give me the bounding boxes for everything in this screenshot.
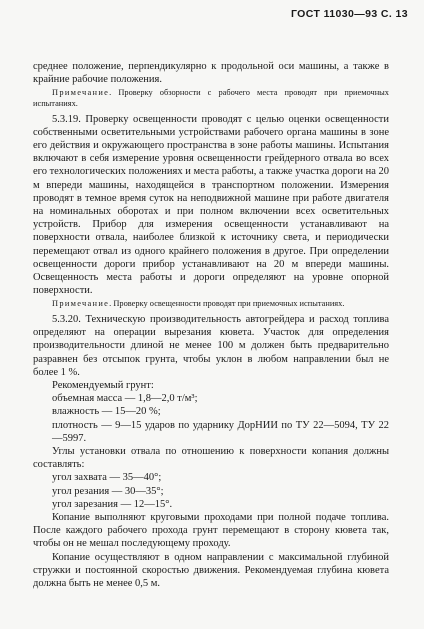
note-label: Примечание xyxy=(52,88,110,98)
paragraph-continuation: среднее положение, перпендикулярно к продольной оси машины, а также в крайние рабочие положения. xyxy=(33,61,389,86)
note-2: Примечание. Проверку освещенности проводят при приемочных испытаниях. xyxy=(52,299,345,309)
note-label: Примечание xyxy=(52,299,110,309)
angle-item: угол захвата — 35—40°; xyxy=(52,472,162,484)
paragraph-digging: Копание выполняют круговыми проходами при полной подаче топлива. После каждого рабочего прохода грунт перемещают в сторону кювета так, чтобы он не мешал последующему проходу. xyxy=(33,512,389,550)
angle-item: угол зарезания — 12—15°. xyxy=(52,498,173,510)
note-text: Проверку обзорности с рабочего места проводят при приемочных испытаниях. xyxy=(33,88,389,108)
page-header: ГОСТ 11030—93 С. 13 xyxy=(290,8,408,20)
paragraph-direction: Копание осуществляют в одном направлении с максимальной глубиной стружки и постоянной скоростью движения. Рекомендуемая глубина кювета должна быть не менее 0,5 м. xyxy=(33,551,389,590)
angles-heading: Углы установки отвала по отношению к поверхности копания должны составлять: xyxy=(33,446,389,471)
angles-list xyxy=(33,471,389,511)
document-body xyxy=(33,60,389,590)
paragraph-5-3-19: 5.3.19. Проверку освещенности проводят с целью оценки освещенности собственными осветительными устройствами рабочего органа машины в зоне его действия и окружающего пространства в зоне работы машины. Испытания включают в себя измерение уровня освещенности грейдерного отвала во всех его технологических положениях и места работы, а также участка дороги на 20 м впереди машины, находящейся в транспортном положении. Измерения проводят в темное время суток на неподвижной машине при работе двигателя на номинальных оборотах и при полном включении всех осветительных устройств. Прибор для измерения освещенности устанавливают на поверхности отвала, наиболее близкой к источнику света, и периодически перемещают отвал из одного крайнего положения в другое. При определении освещенности дороги прибор устанавливают на 20 м впереди машины. Освещенность места работы и дороги определяют на уровне опорной поверхности. xyxy=(33,113,389,297)
angle-item: угол резания — 30—35°; xyxy=(52,485,164,497)
note-text: Проверку освещенности проводят при приемочных испытаниях. xyxy=(113,299,345,309)
soil-heading: Рекомендуемый грунт: xyxy=(52,380,154,392)
soil-item: объемная масса — 1,8—2,0 т/м³; xyxy=(52,393,198,405)
soil-list xyxy=(33,392,389,445)
soil-item: влажность — 15—20 %; xyxy=(52,406,161,418)
soil-item: плотность — 9—15 ударов по ударнику ДорНИИ по ТУ 22—5094, ТУ 22—5997. xyxy=(52,419,389,444)
note-1: Примечание. Проверку обзорности с рабочего места проводят при приемочных испытаниях. xyxy=(33,88,389,108)
paragraph-5-3-20: 5.3.20. Техническую производительность автогрейдера и расход топлива определяют на операции вырезания кювета. Участок для определения производительности длиной не менее 100 м должен быть предварительно разравнен без отсыпок грунта, чтобы уклон в любом направлении был не более 1 %. xyxy=(33,314,389,378)
